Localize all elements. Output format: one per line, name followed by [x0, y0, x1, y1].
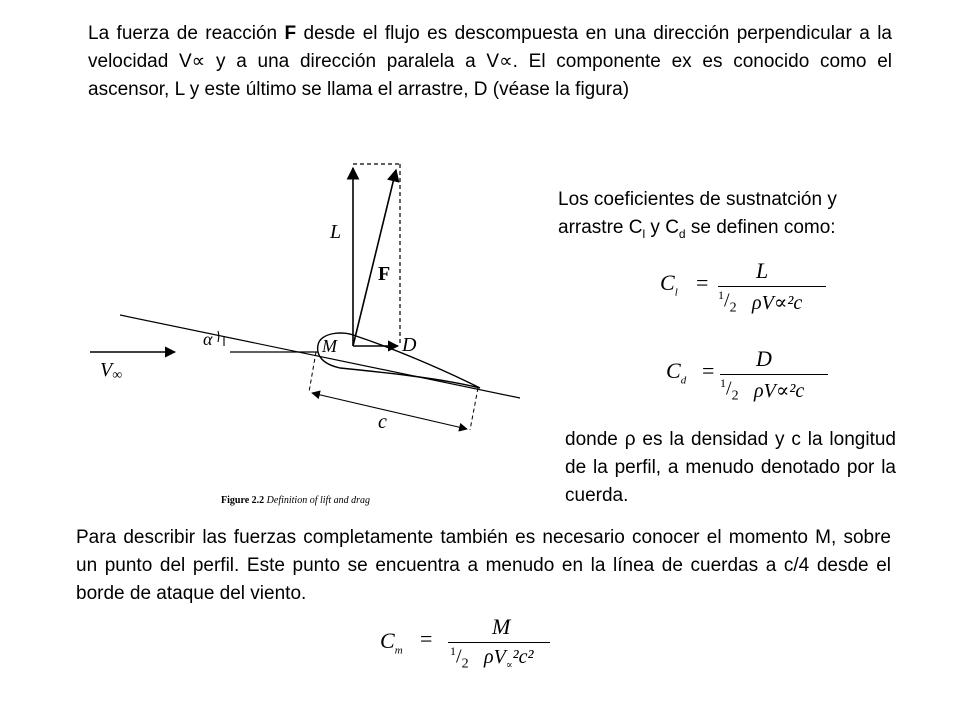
intro-paragraph — [88, 20, 892, 104]
lift-drag-figure — [0, 150, 560, 510]
lift-coefficient-equation: $C_l$ = L $^1/_2$ ρV∝²c — [660, 258, 830, 318]
drag-coefficient-equation: $C_d$ = D $^1/_2$ ρV∝²c — [666, 346, 836, 406]
moment-coefficient-equation: $C_m$ = M $^1/_2$ $\rho V_\propto^2c^2$ — [380, 614, 570, 684]
density-paragraph: donde ρ es la densidad y c la longitud de la perfil, a menudo denotado por la cuerda. — [565, 429, 896, 506]
alpha-label: α — [203, 329, 213, 349]
drag-label: D — [402, 334, 417, 356]
intro-text-1: La fuerza de reacción — [88, 23, 285, 44]
coefficients-paragraph: Los coeficientes de sustnatción y arrastre $C_l$ y $C_d$ se definen como: — [558, 189, 837, 241]
moment-paragraph: Para describir las fuerzas completamente también es necesario conocer el momento M, sobre un punto del perfil. Este punto se encuentra a menudo en la línea de cuerdas a c/4 desde el borde de ataque del viento. — [76, 527, 891, 604]
force-label: F — [378, 263, 391, 285]
force-symbol: F — [284, 23, 297, 44]
v-label: V∞ — [100, 359, 123, 383]
chord-dimension — [312, 393, 467, 429]
lift-label: L — [330, 221, 342, 243]
chord-label: c — [378, 411, 387, 433]
force-arrow — [353, 170, 396, 346]
intro-text-2: desde el flujo es descompuesta en una dirección perpendicular a la velocidad V∝ y a una dirección paralela a V∝. El componente ex es conocido como el ascensor, L y este último se llama el arrastre, D (véase la figura) — [88, 23, 892, 100]
figure-caption: Figure 2.2 Definition of lift and drag — [221, 495, 370, 506]
moment-label: M — [322, 336, 337, 356]
